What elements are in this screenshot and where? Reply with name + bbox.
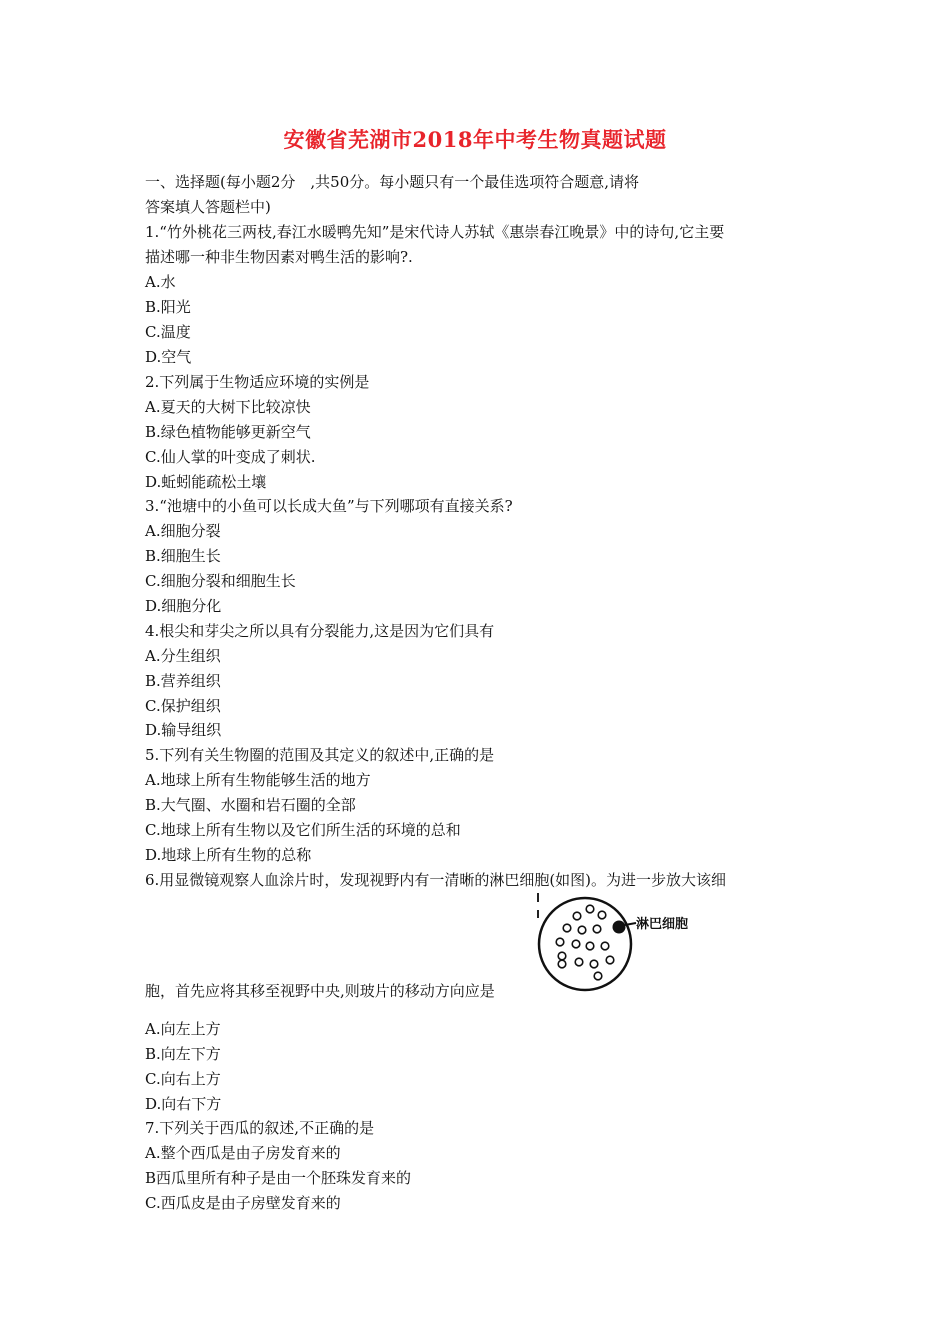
microscope-view-diagram	[532, 890, 727, 996]
option-line: A.夏天的大树下比较凉快	[145, 398, 311, 416]
text-line: 描述哪一种非生物因素对鸭生活的影响?.	[145, 248, 413, 266]
option-line: C.细胞分裂和细胞生长	[145, 572, 296, 590]
option-line: B.大气圈、水圈和岩石圈的全部	[145, 796, 356, 814]
lymphocyte-label: 淋巴细胞	[636, 917, 689, 932]
option-line: A.地球上所有生物能够生活的地方	[145, 771, 371, 789]
field-of-view-circle	[539, 898, 631, 990]
page-title: 安徽省芜湖市2018年中考生物真题试题	[283, 127, 667, 152]
red-blood-cells	[556, 905, 614, 980]
option-line: B.阳光	[145, 298, 191, 316]
text-line: 1.“竹外桃花三两枝,春江水暖鸭先知”是宋代诗人苏轼《惠崇春江晚景》中的诗句,它主要	[145, 223, 725, 241]
option-line: A.整个西瓜是由子房发育来的	[145, 1144, 341, 1162]
option-line: A.细胞分裂	[145, 522, 221, 540]
microscope-field-figure	[532, 890, 727, 996]
lymphocyte-cell	[613, 921, 626, 934]
option-line: A.水	[145, 273, 176, 291]
option-line: B.细胞生长	[145, 547, 221, 565]
question-line: 2.下列属于生物适应环境的实例是	[145, 373, 370, 391]
question-line: 4.根尖和芽尖之所以具有分裂能力,这是因为它们具有	[145, 622, 495, 640]
option-line: C.地球上所有生物以及它们所生活的环境的总和	[145, 821, 461, 839]
option-line: D.向右下方	[145, 1095, 222, 1113]
question-line: 5.下列有关生物圈的范围及其定义的叙述中,正确的是	[145, 746, 495, 764]
option-line: C.保护组织	[145, 697, 221, 715]
option-line: B.绿色植物能够更新空气	[145, 423, 311, 441]
option-line: D.细胞分化	[145, 597, 222, 615]
option-line: C.西瓜皮是由子房壁发育来的	[145, 1194, 341, 1212]
option-line: C.向右上方	[145, 1070, 221, 1088]
question-line: 7.下列关于西瓜的叙述,不正确的是	[145, 1119, 375, 1137]
option-line: B.营养组织	[145, 672, 221, 690]
option-line: D.输导组织	[145, 721, 222, 739]
question-line: 6.用显微镜观察人血涂片时，发现视野内有一清晰的淋巴细胞(如图)。为进一步放大该细	[145, 871, 727, 889]
option-line: D.蚯蚓能疏松土壤	[145, 473, 267, 491]
option-line: B西瓜里所有种子是由一个胚珠发育来的	[145, 1169, 412, 1187]
option-line: A.分生组织	[145, 647, 221, 665]
question-line: 3.“池塘中的小鱼可以长成大鱼”与下列哪项有直接关系?	[145, 497, 513, 515]
section-header-line-1: 一、选择题(每小题2分 ,共50分。每小题只有一个最佳选项符合题意,请将	[145, 173, 640, 191]
option-line: D.地球上所有生物的总称	[145, 846, 312, 864]
section-header-line-2: 答案填人答题栏中)	[145, 198, 271, 216]
question-continuation: 胞，首先应将其移至视野中央,则玻片的移动方向应是	[145, 982, 495, 1000]
option-line: D.空气	[145, 348, 192, 366]
option-line: A.向左上方	[145, 1020, 221, 1038]
option-line: C.温度	[145, 323, 191, 341]
option-line: C.仙人掌的叶变成了刺状.	[145, 448, 316, 466]
option-line: B.向左下方	[145, 1045, 221, 1063]
